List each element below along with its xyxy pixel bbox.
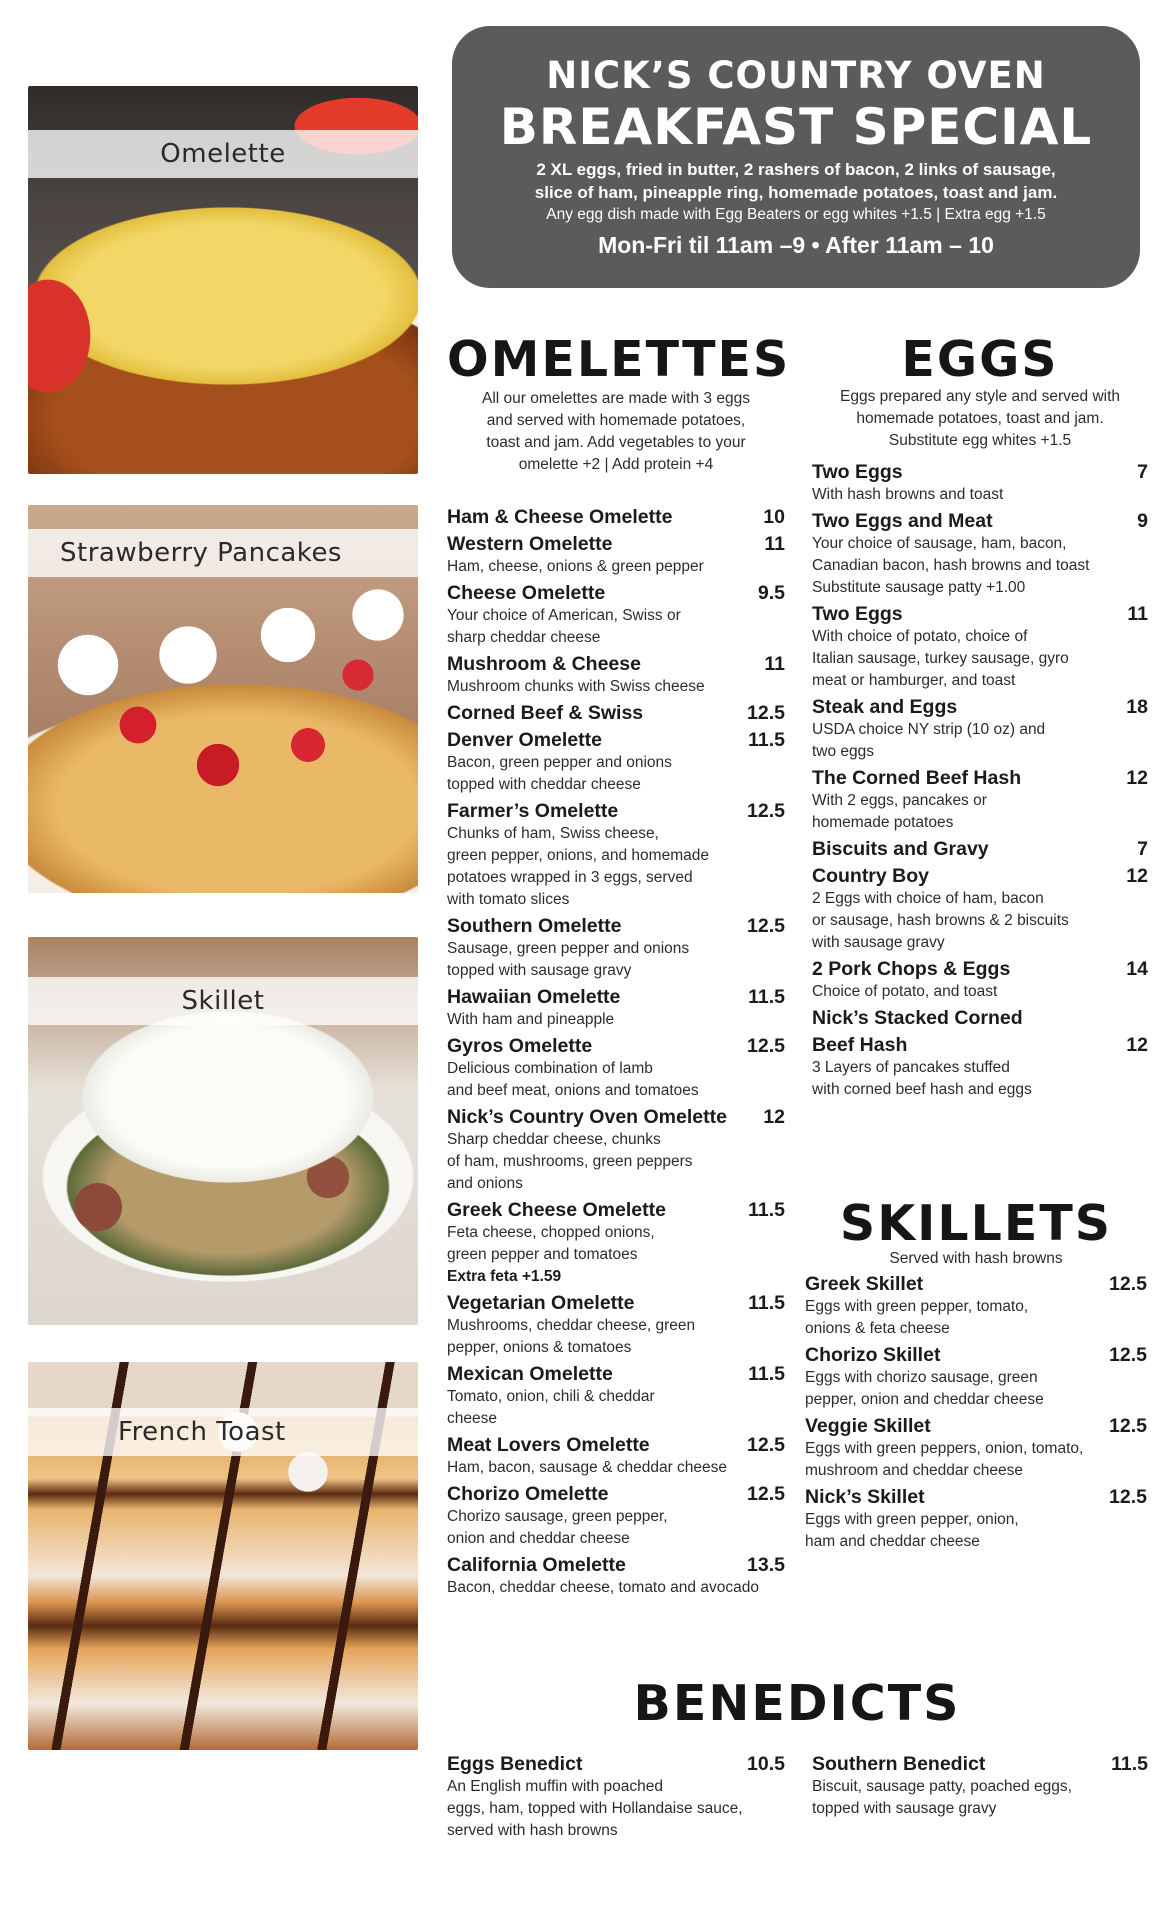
menu-item-row — [447, 1433, 785, 1457]
menu-item — [812, 509, 1148, 599]
menu-item-price: 12.5 — [1109, 1344, 1147, 1366]
section-subtitle-line: omelette +2 | Add protein +4 — [518, 456, 714, 473]
menu-item-price: 9 — [1137, 510, 1148, 532]
menu-item — [447, 581, 785, 649]
menu-item-description: cheese — [447, 1410, 497, 1427]
menu-item-name: Gyros Omelette — [447, 1035, 593, 1057]
section-subtitle-line: Eggs prepared any style and served with — [839, 388, 1121, 405]
menu-item-row — [447, 1752, 785, 1776]
photo-french-toast — [28, 1362, 418, 1750]
menu-item-price: 12 — [1126, 1034, 1148, 1056]
menu-item-description: Eggs with green pepper, tomato, — [805, 1298, 1029, 1315]
menu-item-price: 11.5 — [748, 986, 785, 1008]
menu-item-price: 14 — [1126, 958, 1148, 980]
menu-item-price: 11.5 — [748, 1292, 785, 1314]
menu-item — [812, 1033, 1148, 1101]
menu-item-description: eggs, ham, topped with Hollandaise sauce, — [447, 1800, 743, 1817]
special-hours-price: Mon-Fri til 11am –9 • After 11am – 10 — [598, 232, 994, 258]
special-description-line: slice of ham, pineapple ring, homemade potatoes, toast and jam. — [534, 183, 1058, 202]
menu-item-price: 13.5 — [747, 1554, 785, 1576]
menu-item-name: Nick’s Skillet — [805, 1486, 925, 1508]
section-subtitle-eggs — [812, 386, 1148, 452]
restaurant-name: NICK’S COUNTRY OVEN — [546, 54, 1046, 97]
menu-item-price: 12.5 — [747, 702, 785, 724]
menu-item-description: Biscuit, sausage patty, poached eggs, — [812, 1778, 1072, 1795]
menu-item-price: 12.5 — [747, 800, 785, 822]
benedicts-list-left — [447, 1752, 785, 1845]
menu-item-price: 7 — [1137, 461, 1148, 483]
menu-item-name: Chorizo Omelette — [447, 1483, 609, 1505]
photo-label: Skillet — [28, 977, 418, 1025]
menu-item-price: 12.5 — [747, 1483, 785, 1505]
menu-item-description: Your choice of sausage, ham, bacon, — [812, 535, 1067, 552]
menu-item-row — [812, 509, 1148, 533]
menu-item-name: Cheese Omelette — [447, 582, 606, 604]
omelettes-list — [447, 505, 785, 1602]
menu-item-description: USDA choice NY strip (10 oz) and — [812, 721, 1046, 738]
menu-item-price: 12.5 — [747, 1434, 785, 1456]
menu-item-description: pepper, onions & tomatoes — [447, 1339, 632, 1356]
menu-item-row — [447, 1553, 785, 1577]
menu-item-description: with sausage gravy — [812, 934, 945, 951]
special-title: BREAKFAST SPECIAL — [499, 98, 1093, 156]
menu-item-name: Nick’s Stacked Corned — [812, 1007, 1023, 1029]
menu-item — [805, 1414, 1147, 1482]
menu-item-name: Western Omelette — [447, 533, 613, 555]
section-subtitle-line: Substitute egg whites +1.5 — [888, 432, 1072, 449]
menu-item-row — [812, 766, 1148, 790]
menu-item — [447, 985, 785, 1031]
eggs-list — [812, 460, 1148, 1104]
menu-item-price: 7 — [1137, 838, 1148, 860]
menu-item — [447, 701, 785, 725]
menu-item-row — [447, 1034, 785, 1058]
menu-item-description: Chorizo sausage, green pepper, — [447, 1508, 668, 1525]
menu-item-row — [447, 532, 785, 556]
menu-item — [812, 460, 1148, 506]
menu-item-row — [812, 602, 1148, 626]
menu-item-description: Ham, bacon, sausage & cheddar cheese — [447, 1459, 728, 1476]
menu-item-name: Two Eggs and Meat — [812, 510, 993, 532]
menu-item-price: 12.5 — [1109, 1273, 1147, 1295]
menu-item-row — [447, 701, 785, 725]
menu-item — [812, 1752, 1148, 1820]
menu-item — [447, 728, 785, 796]
menu-item-price: 11 — [764, 533, 785, 555]
photo-omelette — [28, 86, 418, 474]
menu-item-price: 10 — [763, 506, 785, 528]
menu-item-name: Corned Beef & Swiss — [447, 702, 644, 724]
menu-item-price: 11.5 — [748, 729, 785, 751]
menu-item-extra: Extra feta +1.59 — [447, 1268, 562, 1285]
menu-item-description: topped with sausage gravy — [447, 962, 632, 979]
section-subtitle-line: and served with homemade potatoes, — [486, 412, 746, 429]
menu-item — [812, 766, 1148, 834]
menu-item-description: Eggs with green pepper, onion, — [805, 1511, 1019, 1528]
menu-item-name: Biscuits and Gravy — [812, 838, 989, 860]
menu-item-description: Italian sausage, turkey sausage, gyro — [812, 650, 1069, 667]
menu-item-name: Farmer’s Omelette — [447, 800, 619, 822]
menu-item-price: 12.5 — [1109, 1486, 1147, 1508]
benedicts-list-right — [812, 1752, 1148, 1823]
menu-item-description: Bacon, green pepper and onions — [447, 754, 672, 771]
menu-item-name: Mushroom & Cheese — [447, 653, 641, 675]
special-note: Any egg dish made with Egg Beaters or egg whites +1.5 | Extra egg +1.5 — [546, 206, 1046, 223]
menu-item-name: 2 Pork Chops & Eggs — [812, 958, 1011, 980]
photo-label: French Toast — [28, 1408, 418, 1456]
menu-item — [812, 864, 1148, 954]
menu-item-description: 3 Layers of pancakes stuffed — [812, 1059, 1010, 1076]
menu-item-description: and onions — [447, 1175, 523, 1192]
menu-item-description: With 2 eggs, pancakes or — [812, 792, 987, 809]
menu-item-row — [447, 985, 785, 1009]
menu-item-row — [812, 1033, 1148, 1057]
menu-item-name: Two Eggs — [812, 461, 903, 483]
menu-item-price: 12 — [763, 1106, 785, 1128]
menu-item-description: mushroom and cheddar cheese — [805, 1462, 1023, 1479]
menu-item — [447, 1752, 785, 1842]
menu-item-description: Ham, cheese, onions & green pepper — [447, 558, 704, 575]
menu-item-description: meat or hamburger, and toast — [812, 672, 1016, 689]
menu-item-row — [447, 914, 785, 938]
menu-item-name: Country Boy — [812, 865, 929, 887]
menu-item-description: sharp cheddar cheese — [447, 629, 601, 646]
menu-item-row — [812, 460, 1148, 484]
menu-item-description: green pepper and tomatoes — [447, 1246, 638, 1263]
menu-item-name: Nick’s Country Oven Omelette — [447, 1106, 727, 1128]
menu-item-row — [805, 1343, 1147, 1367]
menu-item-price: 12.5 — [1109, 1415, 1147, 1437]
menu-item — [812, 1006, 1148, 1030]
menu-item-name: Southern Omelette — [447, 915, 622, 937]
menu-item-price: 12.5 — [747, 915, 785, 937]
menu-item — [447, 652, 785, 698]
menu-item-name: Veggie Skillet — [805, 1415, 931, 1437]
menu-item-description: onion and cheddar cheese — [447, 1530, 630, 1547]
menu-item-row — [447, 505, 785, 529]
special-description-line: 2 XL eggs, fried in butter, 2 rashers of bacon, 2 links of sausage, — [536, 160, 1056, 179]
menu-item — [447, 1105, 785, 1195]
menu-item-description: pepper, onion and cheddar cheese — [805, 1391, 1044, 1408]
menu-item-description: green pepper, onions, and homemade — [447, 847, 709, 864]
menu-item — [812, 695, 1148, 763]
menu-item-price: 9.5 — [757, 582, 785, 604]
menu-item-description: Bacon, cheddar cheese, tomato and avocado — [447, 1579, 759, 1596]
section-subtitle-line: All our omelettes are made with 3 eggs — [482, 390, 750, 407]
menu-item-row — [447, 1291, 785, 1315]
menu-item-description: 2 Eggs with choice of ham, bacon — [812, 890, 1044, 907]
menu-item — [447, 1291, 785, 1359]
menu-item-row — [447, 799, 785, 823]
menu-item-description: topped with cheddar cheese — [447, 776, 641, 793]
menu-item-description: Feta cheese, chopped onions, — [447, 1224, 655, 1241]
menu-item-name: Meat Lovers Omelette — [447, 1434, 650, 1456]
menu-item-row — [812, 864, 1148, 888]
menu-item-price: 12 — [1126, 767, 1148, 789]
section-title-benedicts: BENEDICTS — [633, 1675, 961, 1732]
menu-item — [447, 914, 785, 982]
section-title-eggs: EGGS — [901, 331, 1059, 388]
menu-item — [805, 1485, 1147, 1553]
menu-item-name: Greek Skillet — [805, 1273, 924, 1295]
menu-item-description: ham and cheddar cheese — [805, 1533, 980, 1550]
menu-item-row — [812, 1006, 1148, 1030]
menu-item-description: Chunks of ham, Swiss cheese, — [447, 825, 659, 842]
menu-item — [812, 837, 1148, 861]
menu-item-description: Choice of potato, and toast — [812, 983, 998, 1000]
photo-skillet — [28, 937, 418, 1325]
menu-item-name: Ham & Cheese Omelette — [447, 506, 673, 528]
menu-item-description: Canadian bacon, hash browns and toast — [812, 557, 1090, 574]
menu-item-row — [805, 1414, 1147, 1438]
menu-item — [805, 1272, 1147, 1340]
section-title-skillets: SKILLETS — [839, 1195, 1113, 1252]
menu-item — [447, 1482, 785, 1550]
menu-item-row — [447, 1482, 785, 1506]
menu-item-name: Greek Cheese Omelette — [447, 1199, 666, 1221]
menu-item-description: or sausage, hash browns & 2 biscuits — [812, 912, 1069, 929]
menu-item-name: Southern Benedict — [812, 1753, 986, 1775]
menu-item-price: 11.5 — [748, 1199, 785, 1221]
menu-item-description: and beef meat, onions and tomatoes — [447, 1082, 699, 1099]
menu-item-description: Your choice of American, Swiss or — [447, 607, 681, 624]
menu-item-row — [805, 1272, 1147, 1296]
section-subtitle-omelettes — [447, 388, 785, 476]
section-title-omelettes: OMELETTES — [447, 331, 791, 388]
menu-item — [447, 1034, 785, 1102]
menu-item-name: Steak and Eggs — [812, 696, 958, 718]
menu-item-price: 11.5 — [1111, 1753, 1148, 1775]
menu-item-description: with tomato slices — [447, 891, 570, 908]
menu-item-row — [447, 728, 785, 752]
menu-item — [447, 1553, 785, 1599]
menu-item-description: two eggs — [812, 743, 875, 760]
photo-label: Strawberry Pancakes — [28, 529, 418, 577]
menu-item-price: 18 — [1126, 696, 1148, 718]
photo-strawberry-pancakes — [28, 505, 418, 893]
photo-label: Omelette — [28, 130, 418, 178]
menu-item-description: homemade potatoes — [812, 814, 954, 831]
menu-item-price: 11 — [1127, 603, 1148, 625]
menu-item-price: 10.5 — [747, 1753, 785, 1775]
menu-item-name: Vegetarian Omelette — [447, 1292, 635, 1314]
menu-item-description: Mushroom chunks with Swiss cheese — [447, 678, 705, 695]
menu-item-description: of ham, mushrooms, green peppers — [447, 1153, 693, 1170]
menu-item — [447, 532, 785, 578]
menu-item — [447, 505, 785, 529]
menu-item-description: Sausage, green pepper and onions — [447, 940, 690, 957]
menu-item-name: Chorizo Skillet — [805, 1344, 941, 1366]
menu-item-name: Hawaiian Omelette — [447, 986, 621, 1008]
menu-item-description: Delicious combination of lamb — [447, 1060, 653, 1077]
menu-item-name: Two Eggs — [812, 603, 903, 625]
menu-item-row — [447, 581, 785, 605]
menu-item-row — [447, 1198, 785, 1222]
menu-item-description: served with hash browns — [447, 1822, 618, 1839]
menu-item — [812, 957, 1148, 1003]
menu-item-name: The Corned Beef Hash — [812, 767, 1022, 789]
section-subtitle-line: homemade potatoes, toast and jam. — [856, 410, 1104, 427]
menu-item-description: potatoes wrapped in 3 eggs, served — [447, 869, 693, 886]
menu-item-name: California Omelette — [447, 1554, 626, 1576]
menu-item-description: With ham and pineapple — [447, 1011, 615, 1028]
menu-item — [447, 1198, 785, 1288]
menu-item-description: with corned beef hash and eggs — [812, 1081, 1032, 1098]
menu-item-price: 12.5 — [747, 1035, 785, 1057]
menu-item-name: Beef Hash — [812, 1034, 908, 1056]
menu-item-price: 11 — [764, 653, 785, 675]
menu-item — [447, 1362, 785, 1430]
menu-item-row — [812, 1752, 1148, 1776]
menu-item-row — [447, 1105, 785, 1129]
section-subtitle-line: toast and jam. Add vegetables to your — [486, 434, 746, 451]
menu-item-name: Denver Omelette — [447, 729, 602, 751]
menu-item-description: Tomato, onion, chili & cheddar — [447, 1388, 655, 1405]
menu-item — [447, 799, 785, 911]
section-subtitle-skillets: Served with hash browns — [889, 1250, 1063, 1267]
menu-item-row — [805, 1485, 1147, 1509]
menu-item-description: Eggs with green peppers, onion, tomato, — [805, 1440, 1084, 1457]
menu-item-row — [812, 837, 1148, 861]
menu-item-name: Eggs Benedict — [447, 1753, 583, 1775]
menu-item-row — [812, 695, 1148, 719]
menu-item-description: With choice of potato, choice of — [812, 628, 1028, 645]
menu-item-description: Mushrooms, cheddar cheese, green — [447, 1317, 696, 1334]
menu-item-description: onions & feta cheese — [805, 1320, 950, 1337]
menu-item-row — [447, 1362, 785, 1386]
menu-item-description: Substitute sausage patty +1.00 — [812, 579, 1026, 596]
menu-item-description: topped with sausage gravy — [812, 1800, 997, 1817]
breakfast-special-card — [452, 26, 1140, 288]
menu-item-description: Eggs with chorizo sausage, green — [805, 1369, 1038, 1386]
menu-item-price: 12 — [1126, 865, 1148, 887]
menu-item — [812, 602, 1148, 692]
menu-item — [805, 1343, 1147, 1411]
menu-item-name: Mexican Omelette — [447, 1363, 613, 1385]
menu-item-price: 11.5 — [748, 1363, 785, 1385]
menu-item-row — [447, 652, 785, 676]
menu-item-description: An English muffin with poached — [447, 1778, 663, 1795]
skillets-list — [805, 1272, 1147, 1556]
menu-item-row — [812, 957, 1148, 981]
menu-item-description: Sharp cheddar cheese, chunks — [447, 1131, 661, 1148]
menu-item-description: With hash browns and toast — [812, 486, 1004, 503]
menu-item — [447, 1433, 785, 1479]
